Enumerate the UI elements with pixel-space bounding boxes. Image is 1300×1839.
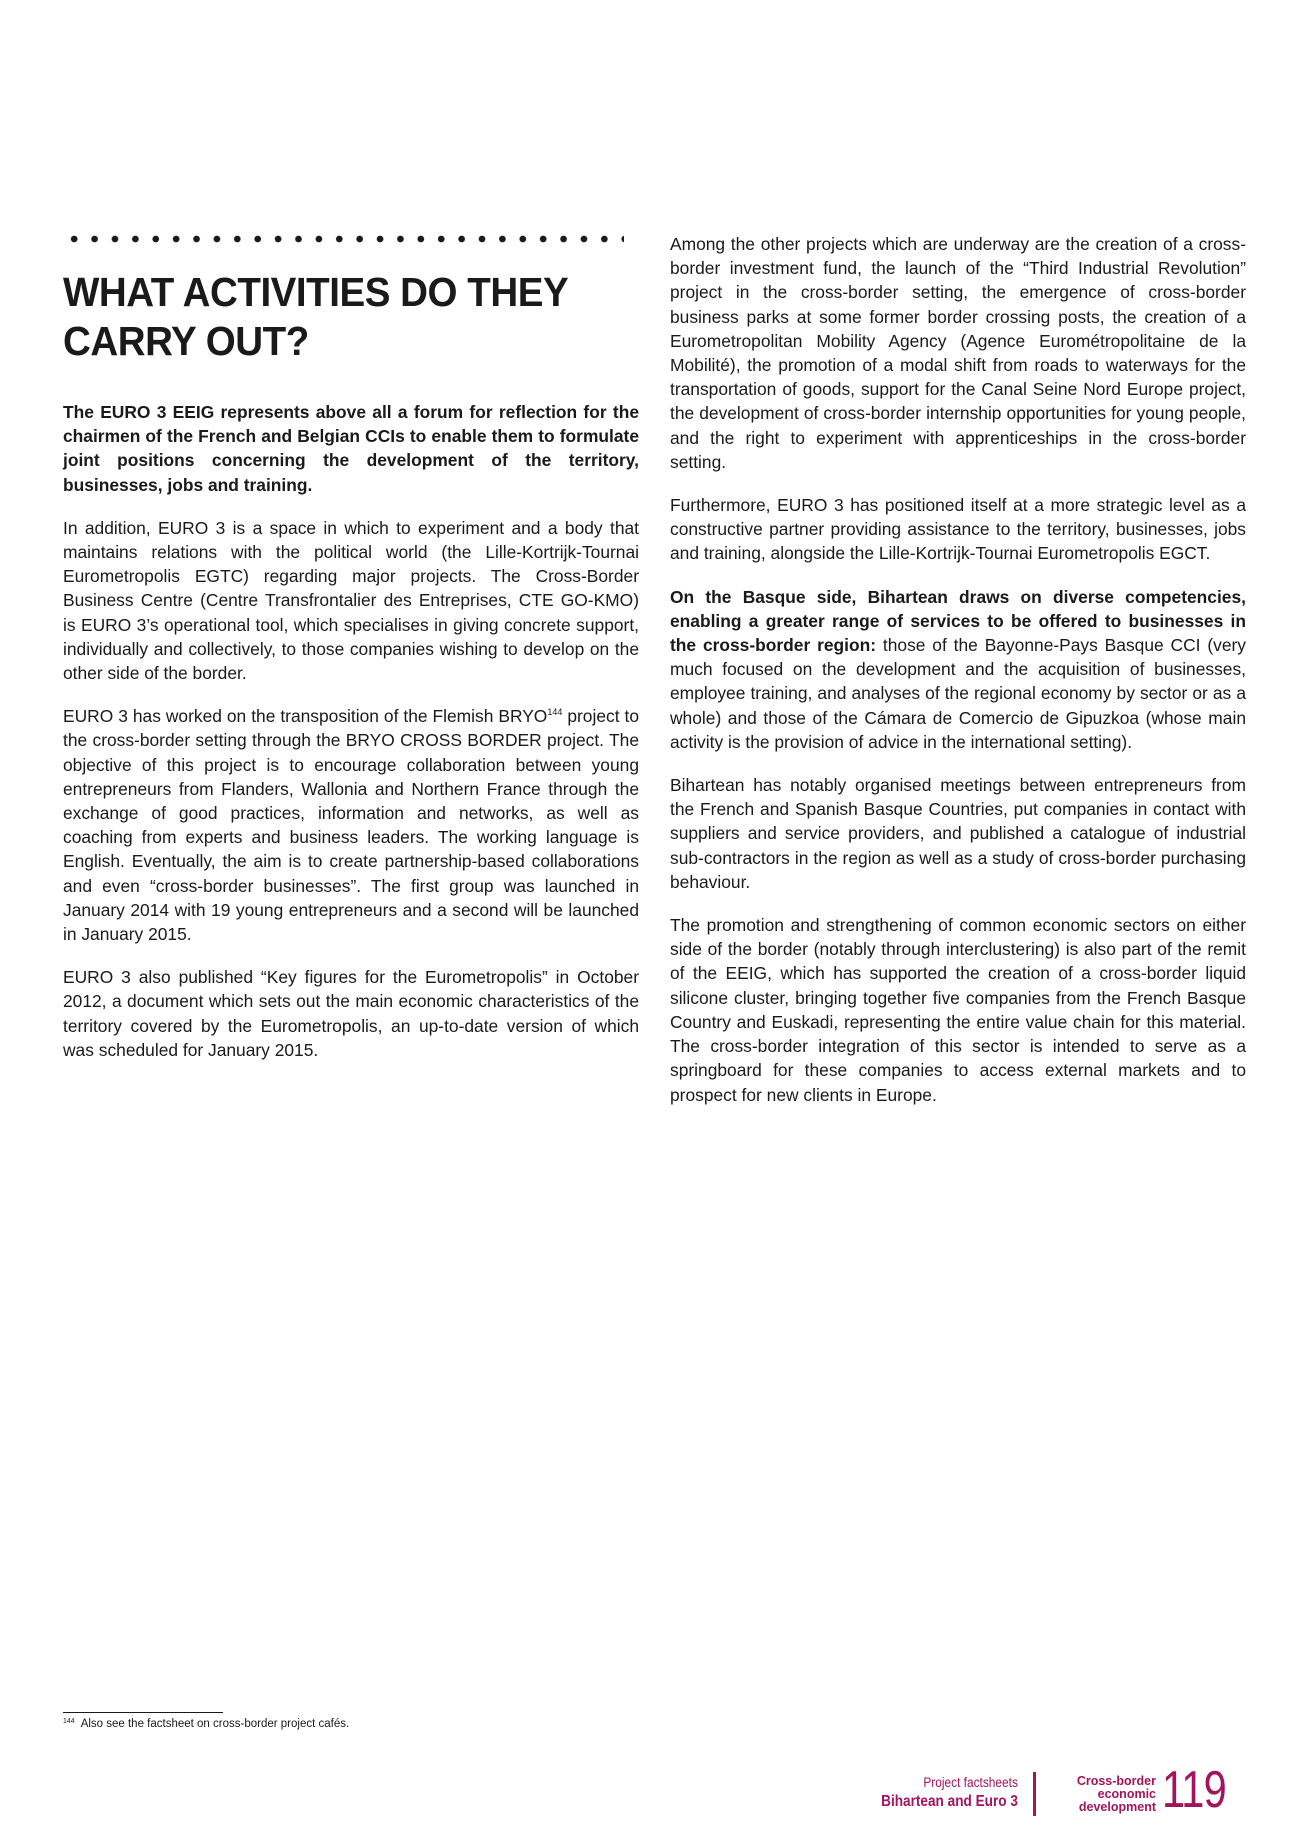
footnote-text: Also see the factsheet on cross-border project cafés. — [80, 1718, 350, 1730]
left-paragraph-2 — [63, 704, 639, 946]
footer-series: Project factsheets — [923, 1774, 1018, 1790]
footnote-reference[interactable]: 144 — [547, 707, 563, 718]
page-number: 119 — [1162, 1761, 1226, 1819]
left-column — [63, 268, 639, 1081]
footnote-number: 144 — [63, 1718, 75, 1725]
right-paragraph-4: Bihartean has notably organised meetings between entrepreneurs from the French and Spanish Basque Countries, put companies in contact with suppliers and service providers, and published a catalogue of industrial sub-contractors in the region as well as a study of cross-border purchasing behaviour. — [670, 775, 1246, 892]
left-paragraph-3: EURO 3 also published “Key figures for the Eurometropolis” in October 2012, a document which sets out the main economic characteristics of the territory covered by the Eurometropolis, an up-to-date version of which was scheduled for January 2015. — [63, 967, 639, 1060]
right-paragraph-3-rest: those of the Bayonne-Pays Basque CCI (very much focused on the development and the acquisition of businesses, employee training, and analyses of the regional economy by sector or as a whole) and those of the Cámara de Comercio de Gipuzkoa (whose main activity is the provision of advice in the international setting). — [670, 635, 1246, 752]
heading-dot-divider — [64, 232, 624, 246]
section-heading: WHAT ACTIVITIES DO THEY CARRY OUT? — [63, 269, 568, 364]
footer-factsheet-label — [857, 1773, 1018, 1813]
footnote-rule — [63, 1712, 223, 1713]
right-column — [670, 232, 1246, 1126]
footer-title: Bihartean and Euro 3 — [881, 1793, 1018, 1810]
lead-paragraph: The EURO 3 EEIG represents above all a forum for reflection for the chairmen of the French and Belgian CCIs to enable them to formulate joint positions concerning the development of the territory, businesses, jobs and training. — [63, 402, 639, 495]
footer-section-line-1: Cross-border — [1076, 1774, 1156, 1788]
left-paragraph-1: In addition, EURO 3 is a space in which to experiment and a body that maintains relations with the political world (the Lille-Kortrijk-Tournai Eurometropolis EGTC) regarding major projects. The Cross-Border Business Centre (Centre Transfrontalier des Entreprises, CTE GO-KMO) is EURO 3’s operational tool, which specialises in giving concrete support, individually and collectively, to those companies wishing to develop on the other side of the border. — [63, 517, 639, 684]
footer-section-name — [1060, 1775, 1156, 1814]
footer-section-line-2: economic — [1097, 1787, 1156, 1801]
footer-divider — [1033, 1772, 1036, 1816]
footnote — [63, 1717, 349, 1731]
footer-section-line-3: development — [1078, 1800, 1156, 1814]
left-paragraph-2-start: EURO 3 has worked on the transposition of the Flemish BRYO — [63, 706, 548, 727]
left-paragraph-2-end: project to the cross-border setting through the BRYO CROSS BORDER project. The objective of this project is to encourage collaboration between young entrepreneurs from Flanders, Wallonia and Northern France through the exchange of good practices, information and networks, as well as coaching from experts and business leaders. The working language is English. Eventually, the aim is to create partnership-based collaborations and even “cross-border businesses”. The first group was launched in January 2014 with 19 young entrepreneurs and a second will be launched in January 2015. — [63, 706, 639, 945]
right-paragraph-1: Among the other projects which are underway are the creation of a cross-border investment fund, the launch of the “Third Industrial Revolution” project in the cross-border setting, the emergence of cross-border business parks at some former border crossing posts, the creation of a Eurometropolitan Mobility Agency (Agence Eurométropolitaine de la Mobilité), the promotion of a modal shift from roads to waterways for the transportation of goods, support for the Canal Seine Nord Europe project, the development of cross-border internship opportunities for young people, and the right to experiment with apprenticeships in the cross-border setting. — [670, 234, 1246, 472]
right-paragraph-2: Furthermore, EURO 3 has positioned itself at a more strategic level as a constructive partner providing assistance to the territory, businesses, jobs and training, alongside the Lille-Kortrijk-Tournai Eurometropolis EGCT. — [670, 495, 1246, 564]
right-paragraph-3 — [670, 585, 1246, 754]
right-paragraph-3-bold: On the Basque side, Bihartean draws on diverse competencies, enabling a greater range of services to be offered to businesses in the cross-border region: — [670, 586, 1246, 656]
right-paragraph-5: The promotion and strengthening of common economic sectors on either side of the border (notably through interclustering) is also part of the remit of the EEIG, which has supported the creation of a cross-border liquid silicone cluster, bringing together five companies from the French Basque Country and Euskadi, representing the entire value chain for this material. The cross-border integration of this sector is intended to serve as a springboard for these companies to access external markets and to prospect for new clients in Europe. — [670, 915, 1246, 1105]
